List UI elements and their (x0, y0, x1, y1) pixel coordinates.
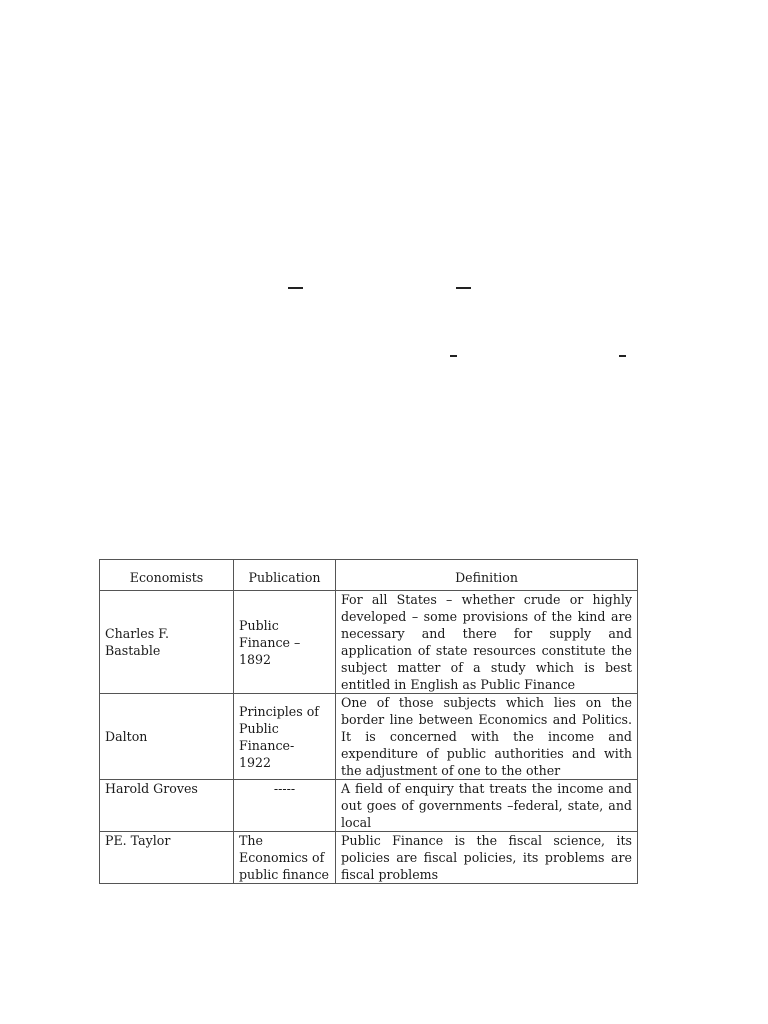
header-economists: Economists (100, 560, 234, 591)
dash-mark (619, 355, 626, 357)
dash-mark (450, 355, 457, 357)
header-publication: Publication (234, 560, 336, 591)
dash-mark (456, 287, 471, 289)
publication-cell: The Economics of public finance (234, 832, 336, 884)
publication-cell: Public Finance – 1892 (234, 591, 336, 694)
publication-cell: ----- (234, 780, 336, 832)
publication-cell: Principles of Public Finance- 1922 (234, 694, 336, 780)
table-row (100, 780, 638, 832)
definition-cell: One of those subjects which lies on the border line between Economics and Politics. It is concerned with the income and expenditure of public authorities and with the adjustment of one to the other (336, 694, 638, 780)
definition-cell: A field of enquiry that treats the income and out goes of governments –federal, state, and local (336, 780, 638, 832)
table-row (100, 694, 638, 780)
table-header-row (100, 560, 638, 591)
economist-cell: Charles F. Bastable (100, 591, 234, 694)
table-row (100, 591, 638, 694)
definitions-table (99, 559, 638, 884)
economist-cell: Harold Groves (100, 780, 234, 832)
header-definition: Definition (336, 560, 638, 591)
dash-mark (288, 287, 303, 289)
economist-cell: Dalton (100, 694, 234, 780)
definition-cell: For all States – whether crude or highly developed – some provisions of the kind are necessary and there for supply and application of state resources constitute the subject matter of a study which is best entitled in English as Public Finance (336, 591, 638, 694)
definition-cell: Public Finance is the fiscal science, its policies are fiscal policies, its problems are fiscal problems (336, 832, 638, 884)
economist-cell: PE. Taylor (100, 832, 234, 884)
table-row (100, 832, 638, 884)
